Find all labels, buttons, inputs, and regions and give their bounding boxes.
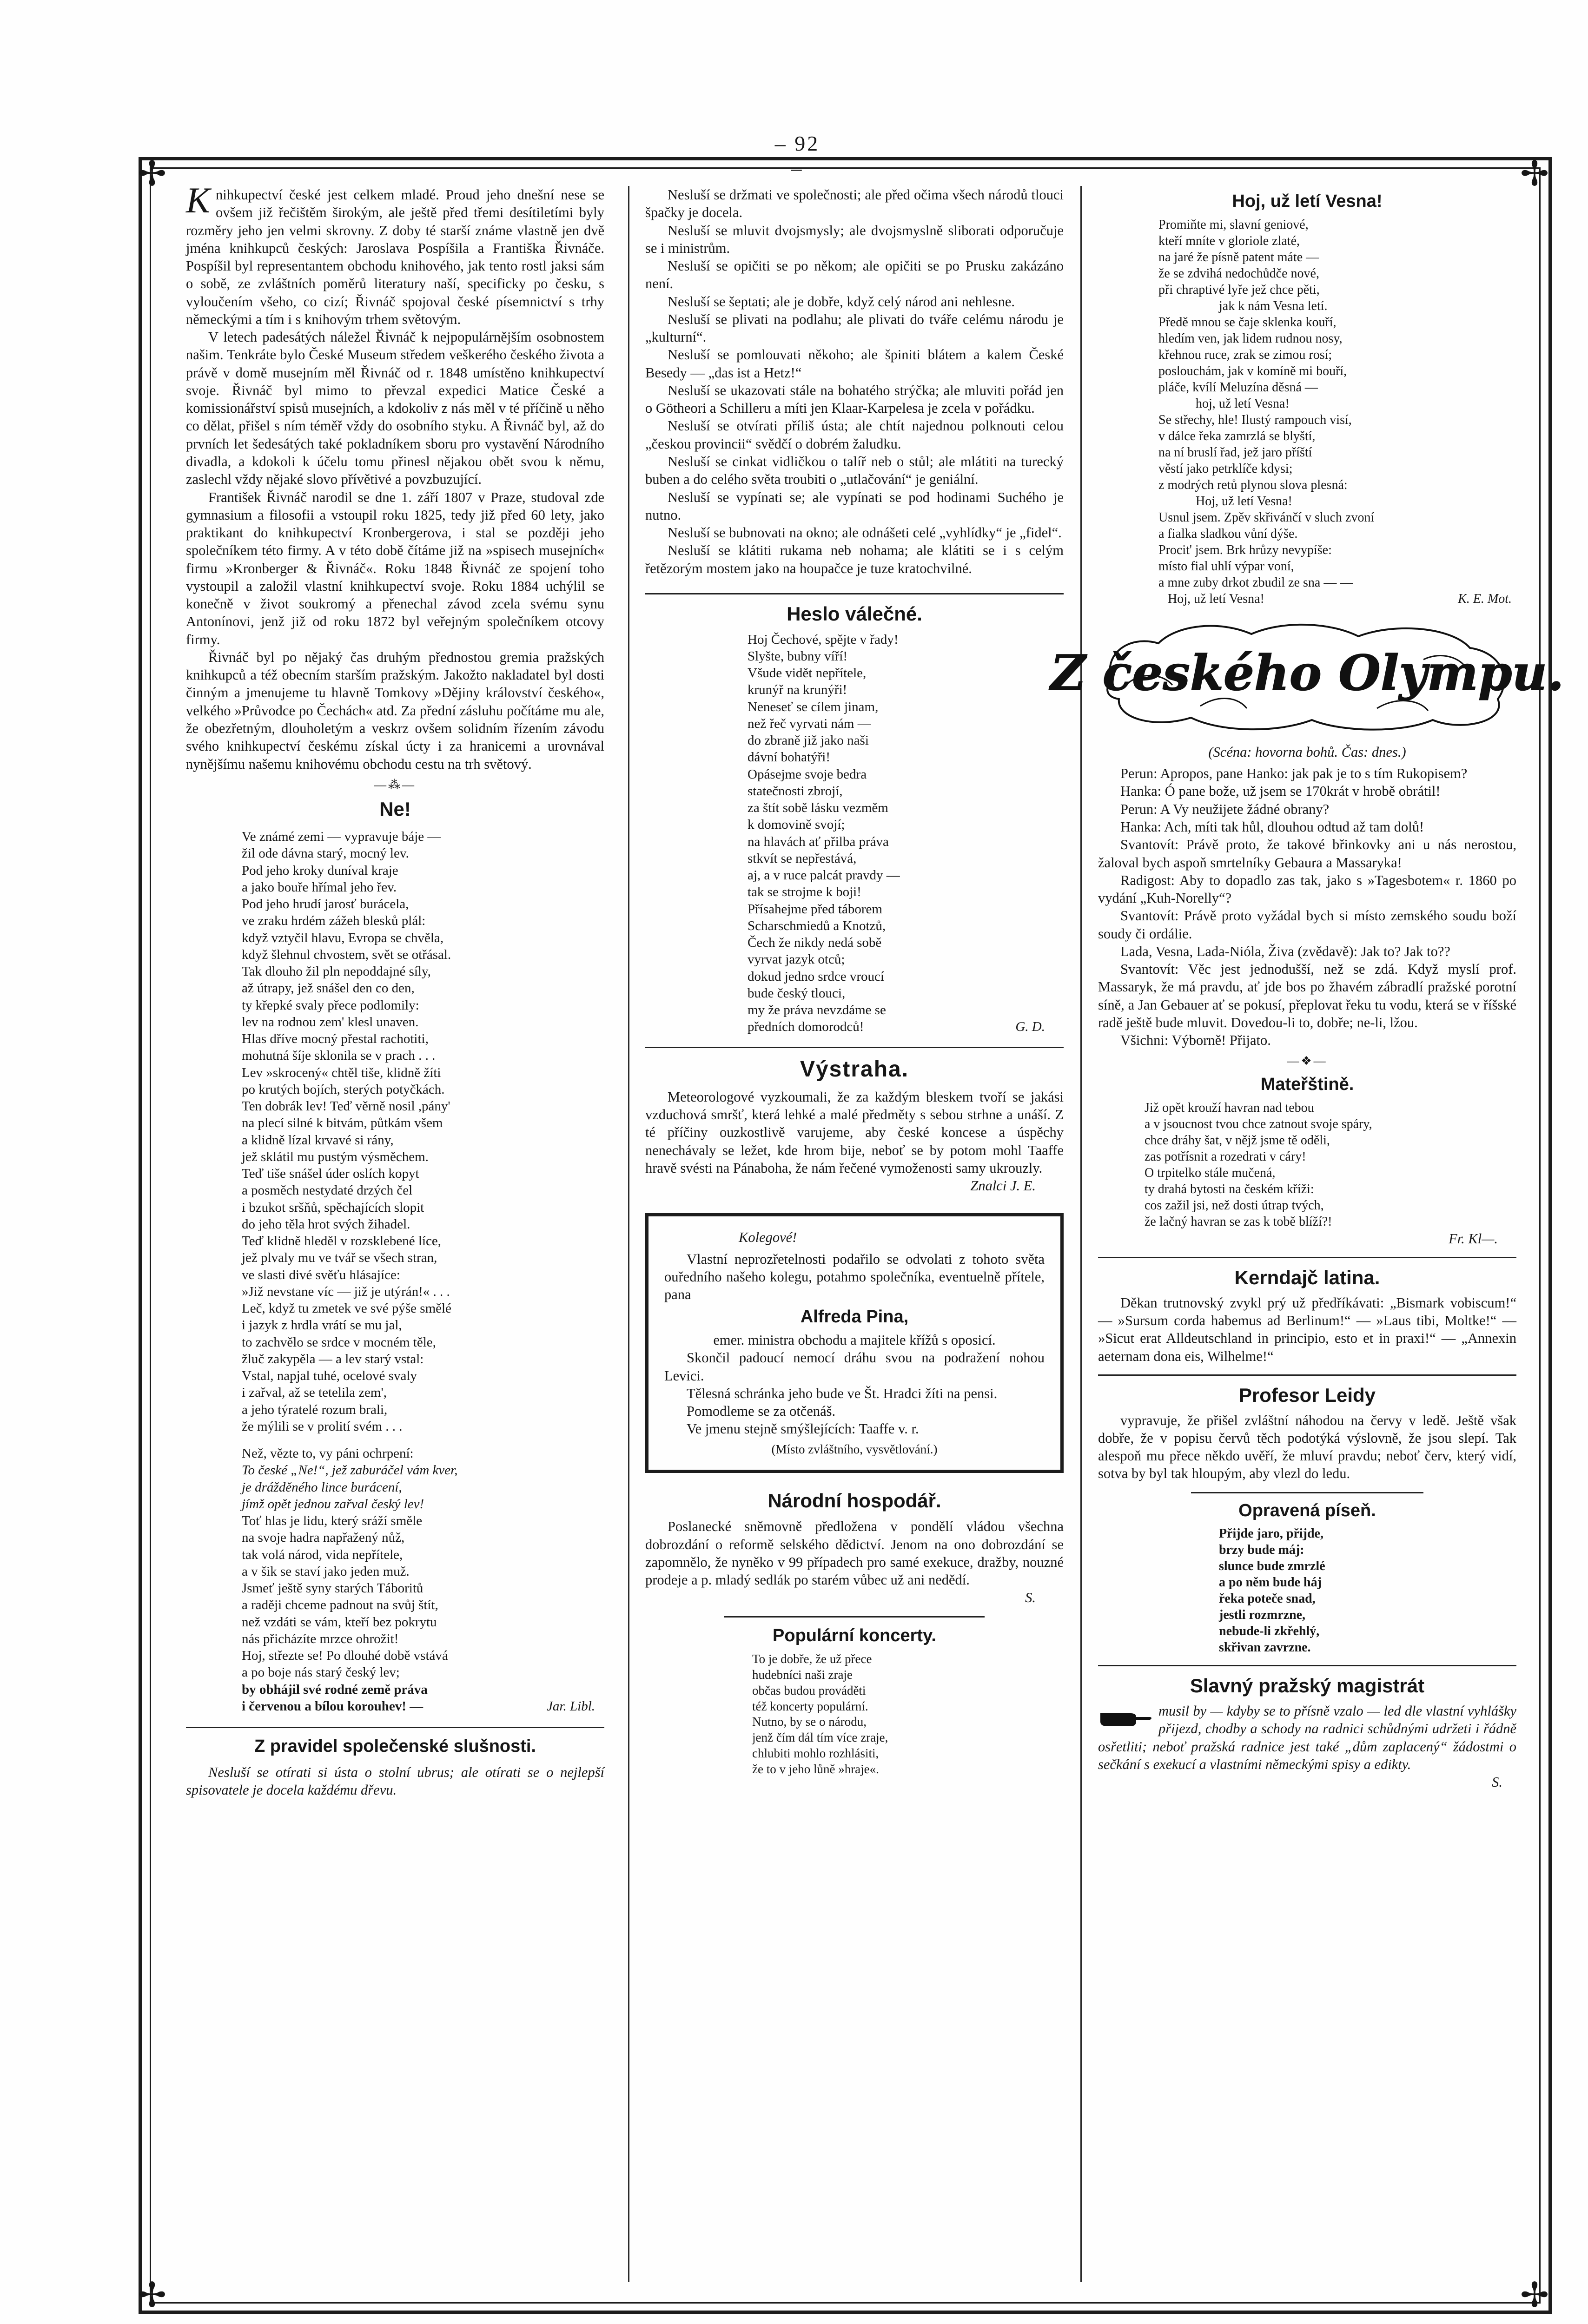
page-number: – 92 – <box>774 132 820 180</box>
section-rule <box>186 1727 604 1728</box>
section-rule <box>1098 1257 1516 1258</box>
verse-line: Procit' jsem. Brk hrůzy nevypíše: <box>1158 542 1332 557</box>
article-paragraph: V letech padesátých náležel Řivnáč k nejpopulárnějším osobnostem našim. Tenkráte bylo České Museum středem veškerého českého života a právě v domě musejním měl Řivnáč od r. 1848 umístěno knihkupectví svoje. Řivnáč byl mimo to převzal expedici Matice České a komissionářství spisů musejních, a kdokoliv z nás měl v té příčině u něho co dělat, přišel s ním téměř vždy do osobního styku. A Řivnáč byl, až do prvních let šedesátých také pokladníkem sboru pro vystavění Národního divadla, a kdokoli k účelu tomu přinesl nějakou obět svou k němu, zaslechl vždy nějaké slovo přívětivé a povzbuzující. <box>186 329 604 488</box>
section-rule <box>1098 1374 1516 1376</box>
verse-line: jež plvaly mu ve tvář se všech stran, <box>242 1250 437 1266</box>
verse-line: do zbraně již jako naši <box>748 733 869 748</box>
verse-line: To české „Ne!“, jež zaburáčel vám kver, <box>242 1463 458 1478</box>
verse-line: Lev »skrocený« chtěl tiše, klidně žíti <box>242 1065 441 1080</box>
verse-line: Jsmeť ještě syny starých Táboritů <box>242 1581 423 1596</box>
verse-line: žluč zakypěla — a lev starý vstal: <box>242 1351 424 1367</box>
mater-title: Mateřštině. <box>1260 1075 1354 1095</box>
verse-line: Opásejme svoje bedra <box>748 766 867 782</box>
poem-signature: Jar. Libl. <box>547 1698 595 1714</box>
verse-line: jímž opět jednou zařval český lev! <box>242 1496 424 1512</box>
dialogue-line: Svantovít: Právě proto, že takové břinkovky ani u nás nerostou, žaloval bych aspoň smrtelníky Gebaura a Massaryka! <box>1098 837 1516 871</box>
verse-line: Než, vězte to, vy páni ochrpení: <box>242 1446 414 1461</box>
verse-line: Se střechy, hle! Ilustý rampouch visí, <box>1158 412 1352 427</box>
article-paragraph: Řivnáč byl po nějaký čas druhým přednostou gremia pražských knihkupců a též obecním starším pražským. Jakožto nakladatel byl dosti činným a jmenujeme tu hlavně Tomkovy »Dějiny království českého«, velkého »Průvodce po Čechách« atd. Za přední zásluhu počítáme mu ale, že obezřetným, dlouholetým a veskrz ovšem solidním řízením závodu svého knihkupectví českému získal úcty i za hranicemi a urovnával nynějšímu našemu knihovému obchodu cestu na trh světový. <box>186 649 604 772</box>
verse-line: a raději chceme padnout na svůj štít, <box>242 1598 438 1613</box>
verse-line: Slyšte, bubny víří! <box>748 648 848 664</box>
verse-line: O trpitelko stále mučená, <box>1145 1165 1276 1180</box>
olymp-scene: (Scéna: hovorna bohů. Čas: dnes.) <box>1208 744 1406 760</box>
verse-line: Ten dobrák lev! Teď věrně nosil ,pány' <box>242 1099 450 1114</box>
verse-line: Předě mnou se čaje sklenka kouří, <box>1158 315 1337 330</box>
verse-line: a posměch nestydaté drzých čel <box>242 1183 413 1198</box>
verse-line: »Již nevstane víc — již je utýrán!« . . . <box>242 1284 450 1299</box>
verse-line: jestli rozmrzne, <box>1219 1608 1306 1623</box>
verse-line: poslouchám, jak v komíně mi bouří, <box>1158 363 1347 378</box>
verse-line: za štít sobě lásku vezměm <box>748 800 888 816</box>
verse-line: místo fial uhlí výpar voní, <box>1158 559 1294 574</box>
verse-line: nás přicházíte mrzce ohrožit! <box>242 1631 399 1646</box>
economy-text: Poslanecké sněmovně předložena v pondělí vládou všechna dobrozdání o reformě selského dědictví. Jenom na ono dobrozdání se zapomnělo, že nyněko v 99 případech pro samé exekuce, dražby, nouzné prodeje a p. mladý sedlák po starém vůbec už ani nedědí. <box>645 1519 1064 1588</box>
verse-line: ty drahá bytosti na českém kříži: <box>1145 1182 1314 1196</box>
obituary-title-line: emer. ministra obchodu a majitele křížů s oposicí. <box>713 1332 996 1348</box>
verse-line: Již opět krouží havran nad tebou <box>1145 1100 1314 1115</box>
verse-line: kteří mníte v gloriole zlaté, <box>1158 233 1300 248</box>
spring-poem <box>1158 217 1516 607</box>
spring-title: Hoj, už letí Vesna! <box>1232 191 1383 211</box>
economy-signature: S. <box>1025 1590 1036 1606</box>
verse-line: po krutých bojích, sterých potyčkách. <box>242 1082 445 1097</box>
verse-line: až útrapy, jež snášel den co den, <box>242 981 415 996</box>
poem-ne <box>242 828 604 1435</box>
section-rule <box>645 1047 1064 1048</box>
verse-line: Nutno, by se o národu, <box>752 1715 867 1729</box>
etiquette-item: Nesluší se klátiti rukama neb nohama; ale klátiti se i s celým řetězorým mostem jako na houpačce je tuze kratochvilné. <box>645 542 1064 576</box>
verse-line: a klidně lízal krvavé si rány, <box>242 1132 394 1148</box>
magistrat-block <box>1098 1702 1516 1773</box>
verse-line: Ve známé zemi — vypravuje báje — <box>242 829 441 845</box>
olymp-banner-graphic <box>1050 615 1564 736</box>
song-poem <box>1219 1525 1516 1656</box>
obituary-heading: Kolegové! <box>739 1229 797 1246</box>
verse-line: k domovině svojí; <box>748 817 845 832</box>
verse-line: že se zdvihá nedochůdče nové, <box>1158 266 1319 281</box>
verse-line: jež sklátil mu pustým výsměchem. <box>242 1149 429 1164</box>
verse-line: věstí jako petrklíče kdysi; <box>1158 461 1293 476</box>
olymp-banner-title: Z českého Olympu. <box>1050 644 1564 701</box>
verse-line: Usnul jsem. Zpěv skřivánčí v sluch zvoní <box>1158 510 1375 525</box>
verse-line: předních domorodců! <box>748 1019 864 1035</box>
verse-line: i bzukot sršňů, spěchajících slopit <box>242 1200 424 1215</box>
verse-line: ty křepké svaly přece podlomily: <box>242 997 419 1013</box>
verse-line: Neneseť se cílem jinam, <box>748 699 879 714</box>
dialogue-line: Perun: Apropos, pane Hanko: jak pak je to s tím Rukopisem? <box>1120 766 1468 782</box>
dialogue-line: Radigost: Aby to dopadlo zas tak, jako s »Tagesbotem« r. 1860 po vydání „Kuh-Norelly“? <box>1098 872 1516 906</box>
verse-line: tak se strojme k boji! <box>748 885 861 900</box>
mater-signature: Fr. Kl—. <box>1449 1230 1498 1247</box>
verse-line: i červenou a bílou korouhev! — <box>242 1698 423 1714</box>
verse-line: Leč, když tu zmetek ve své pýše smělé <box>242 1301 451 1316</box>
etiquette-title: Z pravidel společenské slušnosti. <box>254 1736 536 1756</box>
verse-line: Přijde jaro, přijde, <box>1219 1526 1323 1541</box>
verse-line: slunce bude zmrzlé <box>1219 1559 1325 1574</box>
verse-line: a v šik se staví jako jeden muž. <box>242 1564 410 1579</box>
obituary-paragraph: Tělesná schránka jeho bude ve Št. Hradci žíti na pensi. <box>687 1385 998 1401</box>
verse-line: na hlavách ať přilba práva <box>748 834 889 849</box>
verse-line: Hoj, střezte se! Po dlouhé době vstává <box>242 1648 448 1664</box>
column-1 <box>186 180 604 1799</box>
verse-line: Hoj, už letí Vesna! <box>1168 591 1264 606</box>
corner-ornament-icon: ✢ <box>138 155 167 193</box>
dialogue-line: Lada, Vesna, Lada-Nióla, Živa (zvědavě): Jak to? Jak to?? <box>1120 943 1450 959</box>
verse-line: řeka poteče snad, <box>1219 1591 1316 1606</box>
verse-line: vyrvat jazyk otců; <box>748 952 845 967</box>
verse-line: na plecí silné k bitvám, půtkám všem <box>242 1116 443 1131</box>
verse-line: v dálce řeka zamrzlá se blyští, <box>1158 429 1316 443</box>
verse-line: Toť hlas je lidu, který sráží směle <box>242 1513 423 1529</box>
etiquette-item: Nesluší se šeptati; ale je dobře, když celý národ ani nehlesne. <box>668 293 1015 310</box>
verse-line: dávní bohatýři! <box>748 750 830 765</box>
magistrat-text: musil by — kdyby se to přísně vzalo — led dle vlastní vyhlášky přijezd, chodby a schody na radnici schůdnými udržeti i řádně osřetliti; neboť pražská radnice jest také „dům zaplacený“ žádostmi o sečkání s exekucí a vlastními německými spisy a edikty. <box>1098 1703 1516 1772</box>
etiquette-item: Nesluší se vypínati se; ale vypínati se pod hodinami Suchého je nutno. <box>645 489 1064 523</box>
verse-line: a jako bouře hřímal jeho řev. <box>242 879 397 895</box>
obituary-paragraph: Vlastní neprozřetelnosti podařilo se odvolati z tohoto světa ouředního našeho kolegu, potahmo společníka, eventuelně přítele, pana <box>664 1251 1045 1303</box>
verse-line: To je dobře, že už přece <box>752 1652 872 1666</box>
verse-line: když šlehnul chvostem, svět se otřásal. <box>242 947 451 962</box>
verse-line: hoj, už letí Vesna! <box>1196 396 1290 411</box>
verse-line: než řeč vyrvati nám — <box>748 716 871 731</box>
dialogue-line: Hanka: Ó pane bože, už jsem se 170krát v hrobě obrátil! <box>1120 783 1441 799</box>
verse-line: když vztyčil hlavu, Evropa se chvěla, <box>242 930 444 945</box>
olymp-banner <box>1050 615 1564 740</box>
etiquette-item: Nesluší se mluvit dvojsmysly; ale dvojsmyslně sliborati odporučuje se i ministrům. <box>645 222 1064 256</box>
etiquette-list <box>645 186 1064 577</box>
verse-line: brzy bude máj: <box>1219 1543 1304 1558</box>
verse-line: nebude-li zkřehlý, <box>1219 1624 1320 1639</box>
corner-ornament-icon: ✢ <box>1520 155 1549 193</box>
verse-line: to zachvělo se srdce v mocném těle, <box>242 1334 436 1350</box>
verse-line: stkvít se nepřestává, <box>748 851 857 866</box>
verse-line: cos zažil jsi, než dosti útrap tvých, <box>1145 1198 1324 1213</box>
verse-line: bude český tlouci, <box>748 985 846 1001</box>
war-poem <box>748 631 1064 1036</box>
etiquette-item: Nesluší se ukazovati stále na bohatého strýčka; ale mluviti pořád jen o Götheori a Schilleru a míti jen Klaar-Karpelesa je zcela v pořádku. <box>645 382 1064 416</box>
verse-line: Hoj, už letí Vesna! <box>1196 494 1292 508</box>
dialogue-line: Hanka: Ach, míti tak hůl, dlouhou odtud až tam dolů! <box>1120 819 1424 835</box>
dialogue-line: Všichni: Výborně! Přijato. <box>1120 1032 1271 1049</box>
verse-line: a mne zuby drkot zbudil ze sna — — <box>1158 575 1353 590</box>
verse-line: na ní bruslí řad, jež jaro příští <box>1158 445 1312 460</box>
etiquette-item: Nesluší se opičiti se po někom; ale opičiti se po Prusku zakázáno není. <box>645 258 1064 292</box>
section-rule <box>1191 1492 1423 1493</box>
verse-line: do jeho těla hrot svých žihadel. <box>242 1216 410 1232</box>
poem-signature: G. D. <box>1015 1019 1045 1035</box>
verse-line: statečnosti zbrojí, <box>748 783 843 799</box>
section-rule <box>645 593 1064 594</box>
section-ornament-icon: —❖— <box>1287 1054 1328 1068</box>
verse-line: je drážděného lince burácení, <box>242 1479 402 1495</box>
verse-line: na jaré že písně patent máte — <box>1158 250 1319 264</box>
obituary-footnote: (Místo zvláštního, vysvětlování.) <box>771 1442 938 1456</box>
verse-line: by obhájil své rodné země práva <box>242 1682 428 1697</box>
verse-line: skřivan zavrzne. <box>1219 1640 1311 1655</box>
verse-line: Hlas dříve mocný přestal rachotiti, <box>242 1031 429 1047</box>
verse-line: jenž čím dál tím více zraje, <box>752 1730 888 1745</box>
obituary-name: Alfreda Pina, <box>800 1307 909 1327</box>
column-divider <box>628 186 629 2282</box>
verse-line: že mýlili se v prolití svém . . . <box>242 1419 403 1434</box>
verse-line: Teď tiše snášel úder oslích kopyt <box>242 1166 419 1182</box>
magistrat-title: Slavný pražský magistrát <box>1190 1675 1425 1697</box>
verse-line: že to v jeho lůně »hraje«. <box>752 1762 879 1776</box>
dialogue-line: Svantovít: Věc jest jednodušší, než se zdá. Když myslí prof. Massaryk, že má pravdu, ať jde bos po žhavém zábradlí pražské porotní síně, a Jan Gebauer ať se pokusí, přeplovat řeku tu vodu, která se v říšské radě ještě bude mluvit. Dovedou-li to, dobře; ne-li, lžou. <box>1098 961 1516 1030</box>
verse-line: Pod jeho kroky duníval kraje <box>242 863 398 878</box>
etiquette-item: Nesluší se cinkat vidličkou o talíř neb o stůl; ale mlátiti na turecký buben a do celého světa troubiti o „utlačování“ je geniální. <box>645 453 1064 488</box>
verse-line: že lačný havran se zas k tobě blíží?! <box>1145 1214 1332 1229</box>
concerts-poem <box>752 1651 1064 1777</box>
corner-ornament-icon: ✢ <box>138 2277 167 2315</box>
section-rule <box>1098 1665 1516 1666</box>
poem-signature: K. E. Mot. <box>1458 591 1512 606</box>
verse-line: i zařval, až se tetelila zem', <box>242 1385 387 1400</box>
verse-line: a po něm bude háj <box>1219 1575 1322 1590</box>
verse-line: a fialka sladkou vůní dýše. <box>1158 526 1298 541</box>
verse-line: aj, a v ruce palcát pravdy — <box>748 868 900 883</box>
poem-ne-part-2 <box>242 1445 604 1715</box>
leidy-title: Profesor Leidy <box>1238 1384 1376 1406</box>
song-title: Opravená píseň. <box>1238 1500 1376 1520</box>
etiquette-item: Nesluší se bubnovati na okno; ale odnášeti celé „vyhlídky“ je „fidel“. <box>668 525 1062 541</box>
verse-line: než vzdáti se vám, kteří bez pokrytu <box>242 1614 437 1630</box>
verse-line: jak k nám Vesna letí. <box>1219 298 1328 313</box>
etiquette-item: Nesluší se držmati ve společnosti; ale před očima všech národů tlouci špačky je docela. <box>645 187 1064 221</box>
verse-line: a v jsoucnost tvou chce zatnout svoje spáry, <box>1145 1116 1372 1131</box>
verse-line: Teď klidně hleděl v rozsklebené líce, <box>242 1234 441 1249</box>
verse-line: z modrých retů plynou slova plesná: <box>1158 477 1348 492</box>
verse-line: a jeho týratelé rozum brali, <box>242 1402 388 1417</box>
verse-line: Vstal, napjal tuhé, ocelové svaly <box>242 1368 417 1384</box>
pointing-hand-icon <box>1098 1704 1154 1732</box>
verse-line: hudebníci naši zraje <box>752 1668 853 1682</box>
corner-ornament-icon: ✢ <box>1520 2277 1549 2315</box>
verse-line: Tak dlouho žil pln nepoddajné síly, <box>242 964 431 979</box>
latin-text: Děkan trutnovský zvykl prý už předříkávati: „Bismark vobiscum!“ — »Sursum corda habemus ad Berlinum!“ — »Laus tibi, Moltke!“ — »Sicut erat Alldeutschland in principio, esto et in praxi!“ — „Annexin aeternam dona eis, Wilhelme!“ <box>1098 1294 1516 1364</box>
column-divider <box>1080 186 1082 2282</box>
verse-line: chce dráhy šat, v nějž jsme tě oděli, <box>1145 1133 1330 1148</box>
article-paragraph: nihkupectví české jest celkem mladé. Proud jeho dnešní nese se ovšem již řečištěm širokým, ale ještě před třemi desítiletími byly rozměry jeho jen velmi skrovny. Z doby té starší známe vlastně jen dvě jména knihkupců českých: Jaroslava Pospíšila a Františka Řivnáče. Pospíšil byl representantem obchodu knihového, jak tento rostl jaksi sám o sobě, ze zvláštních poměrů literatury naší, specificky po česku, s vyloučením všeho, co cizí; Řivnáč spojoval české písemnictví s trhy německými a tím i s knihovým trhem světovým. <box>186 187 604 327</box>
verse-line: žil ode dávna starý, mocný lev. <box>242 846 409 861</box>
article-rivnac <box>186 180 604 773</box>
dialogue-line: Svantovít: Právě proto vyžádal bych si místo zemského soudu boží soudy či ordálie. <box>1098 908 1516 942</box>
verse-line: chlubiti mohlo rozhlásiti, <box>752 1746 879 1760</box>
section-rule <box>724 1616 985 1618</box>
obituary-paragraph: Skončil padoucí nemocí dráhu svou na podražení nohou Levici. <box>664 1350 1045 1384</box>
war-title: Heslo válečné. <box>787 602 922 625</box>
economy-title: Národní hospodář. <box>768 1489 941 1512</box>
verse-line: zas potřísnit a rozedrati v cáry! <box>1145 1149 1306 1164</box>
etiquette-item: Nesluší se otvírati příliš ústa; ale chtít najednou polknouti celou „českou provincii“ svědčí o dobrém žaludku. <box>645 418 1064 452</box>
verse-line: též koncerty populární. <box>752 1699 868 1713</box>
verse-line: občas budou prováděti <box>752 1683 866 1697</box>
leidy-text: vypravuje, že přišel zvláštní náhodou na červy v ledě. Ještě však dobře, že v popisu červů těch podotýká výslovně, že jsou slepí. Tak alespoň mu přece někdo uvěří, že mluví pravdu; neboť červ, který vidí, sotva by byl tak hloupým, aby vlezl do ledu. <box>1098 1412 1516 1482</box>
verse-line: a po boje nás starý český lev; <box>242 1665 400 1680</box>
warning-text: Meteorologové vyzkoumali, že za každým bleskem tvoří se jakási vzduchová smršť, která lehké a malé předměty s sebou strhne a unáší. Z té příčiny ouzkostlivě varujeme, aby české koncese a úspěchy nenechávaly se ležet, kde hrom bije, neboť se by potom mohl Taaffe hravě svésti na Pánaboha, že nám řečené vymoženosti samy ukrouzly. <box>645 1089 1064 1176</box>
olymp-dialogue <box>1098 765 1516 1049</box>
verse-line: při chraptivé lyře jež chce pěti, <box>1158 282 1320 297</box>
obituary-paragraph: Pomodleme se za otčenáš. <box>687 1403 836 1419</box>
verse-line: mohutná šíje sklonila se v prach . . . <box>242 1048 436 1063</box>
verse-line: ve zraku hrdém zážeh blesků plál: <box>242 913 426 929</box>
verse-line: my že práva nevzdáme se <box>748 1003 886 1018</box>
poem-ne-title: Ne! <box>379 798 411 820</box>
mater-poem <box>1145 1100 1516 1230</box>
verse-line: Promiňte mi, slavní geniové, <box>1158 217 1309 232</box>
warning-signature: Znalci J. E. <box>970 1178 1036 1194</box>
warning-title: Výstraha. <box>800 1056 909 1082</box>
verse-line: tak volá národ, vida nepřítele, <box>242 1547 403 1562</box>
dialogue-line: Perun: A Vy neužijete žádné obrany? <box>1120 801 1330 817</box>
obituary-paragraph: Ve jmenu stejně smýšlejících: Taaffe v. r. <box>687 1421 919 1437</box>
column-2 <box>645 186 1064 1777</box>
section-ornament-icon: —⁂— <box>374 778 416 792</box>
etiquette-intro: Nesluší se otírati si ústa o stolní ubrus; ale otírati se o nejlepší spisovatele je docela každému dřevu. <box>186 1764 604 1798</box>
article-paragraph: František Řivnáč narodil se dne 1. září 1807 v Praze, studoval zde gymnasium a filosofii a vstoupil roku 1825, tedy již před 60 lety, jako praktikant do knihkupectví Kronbergerova, i stal se později jeho společníkem této firmy. A v této době čítáme již na »spisech musejních« firmu »Kronberger & Řivnáč«. Roku 1848 Řivnáč ze spojení toho vystoupil a založil vlastní knihkupectví svoje. Roku 1884 uchýlil se konečně v život soukromý a přenechal závod zcela svému synu Antonínovi, jenž již od roku 1872 byl veřejným společníkem otcovy firmy. <box>186 489 604 647</box>
verse-line: dokud jedno srdce vroucí <box>748 969 884 984</box>
verse-line: ve slasti divé svěťu hlásajíce: <box>242 1267 400 1282</box>
verse-line: Pod jeho hrudí jarosť burácela, <box>242 897 409 912</box>
verse-line: krunýř na krunýři! <box>748 682 847 698</box>
etiquette-item: Nesluší se pomlouvati někoho; ale špiniti blátem a kalem České Besedy — „das ist a Hetz!“ <box>645 347 1064 381</box>
verse-line: i jazyk z hrdla vrátí se mu jal, <box>242 1318 402 1333</box>
verse-line: pláče, kvílí Meluzína děsná — <box>1158 380 1318 395</box>
magistrat-signature: S. <box>1492 1774 1502 1790</box>
verse-line: lev na rodnou zem' klesl unaven. <box>242 1014 419 1030</box>
verse-line: křehnou ruce, zrak se zimou rosí; <box>1158 347 1332 362</box>
etiquette-item: Nesluší se plivati na podlahu; ale plivati do tváře celému národu je „kulturní“. <box>645 311 1064 345</box>
verse-line: Čech že nikdy nedá sobě <box>748 935 882 951</box>
verse-line: Hoj Čechové, spějte v řady! <box>748 632 899 647</box>
drop-cap: K <box>186 180 211 220</box>
obituary-box <box>645 1213 1064 1472</box>
verse-line: Přísahejme před táborem <box>748 901 882 917</box>
latin-title: Kerndajč latina. <box>1234 1267 1380 1289</box>
verse-line: Všude vidět nepřítele, <box>748 666 867 681</box>
concerts-title: Populární koncerty. <box>773 1625 936 1645</box>
verse-line: na svoje hadra napřažený nůž, <box>242 1530 405 1545</box>
column-3 <box>1050 186 1564 1791</box>
verse-line: Scharschmiedů a Knotzů, <box>748 918 886 933</box>
verse-line: hledím ven, jak lidem rudnou nosy, <box>1158 331 1343 346</box>
